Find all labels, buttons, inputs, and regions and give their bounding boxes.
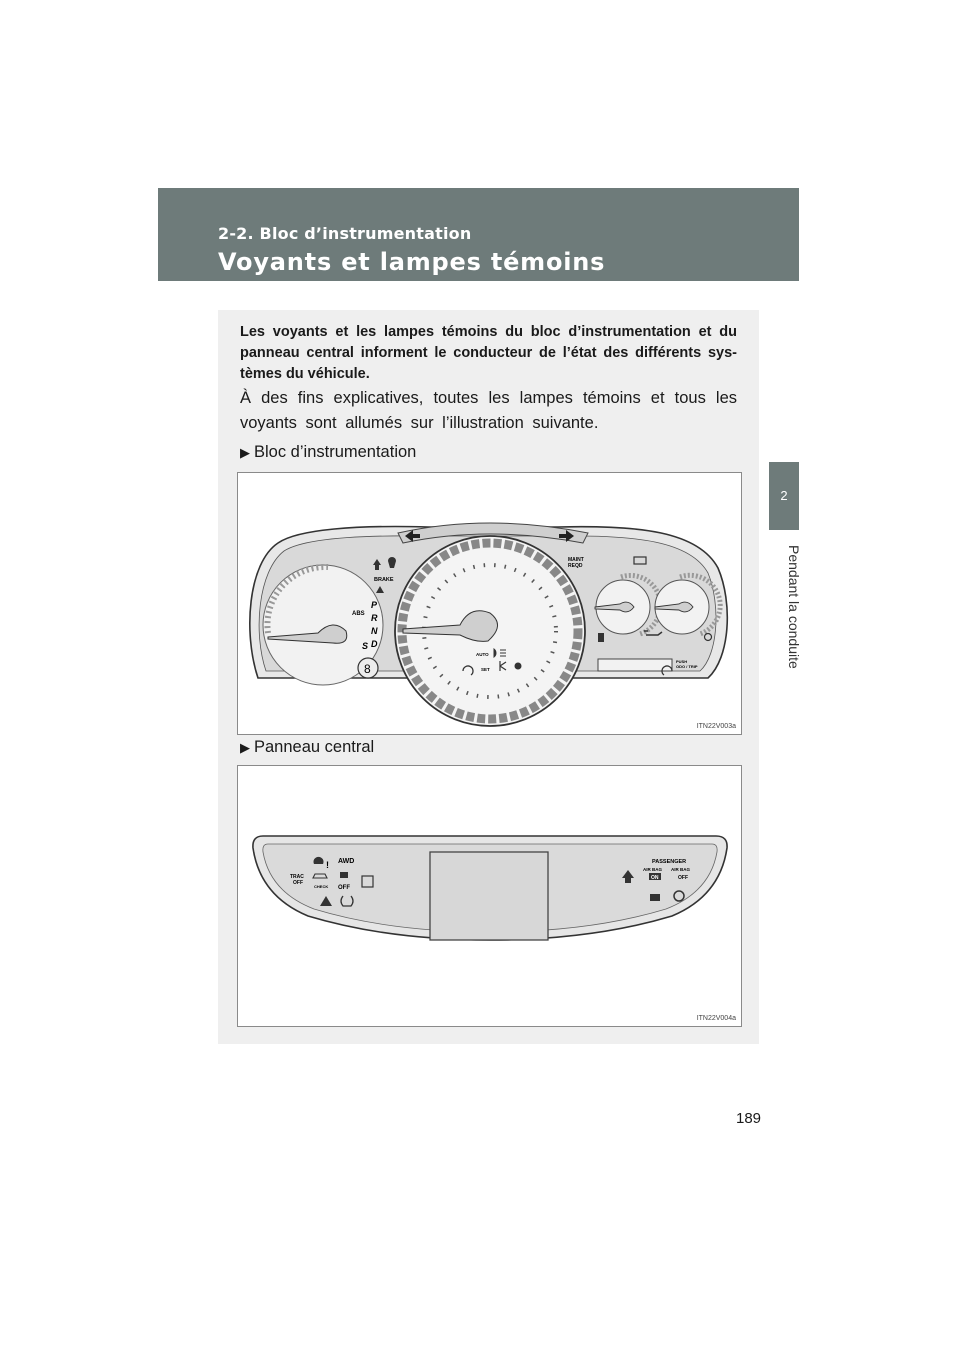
intro-paragraph: À des fins explicatives, toutes les lampes témoins et tous les voyants sont allumés sur l’illustration suivante. <box>240 389 737 432</box>
auto-indicator: AUTO <box>476 652 489 657</box>
cluster-figure <box>237 472 742 735</box>
cluster-image-code: ITN22V003a <box>696 723 736 730</box>
cruise-set-indicator: SET <box>481 667 490 672</box>
maint-reqd-line2: REQD <box>568 563 583 569</box>
triangle-bullet-icon: ▶ <box>240 740 250 755</box>
triangle-bullet-icon: ▶ <box>240 445 250 460</box>
page-number: 189 <box>736 1110 762 1127</box>
section-label: 2-2. Bloc d’instrumentation <box>218 224 472 243</box>
central-panel-illustration <box>238 766 741 1026</box>
cluster-illustration <box>238 473 741 734</box>
low-fuel-icon <box>598 633 604 642</box>
airbag-off-label: AIR BAG <box>671 867 690 872</box>
cluster-heading-text: Bloc d’instrumentation <box>254 443 417 461</box>
chapter-tab: 2 <box>769 462 799 530</box>
odometer-display <box>598 659 672 671</box>
gear-p: P <box>371 600 378 610</box>
master-exclamation-mark: ! <box>326 860 329 870</box>
airbag-on-label: AIR BAG <box>643 867 662 872</box>
intro-bold-paragraph: Les voyants et les lampes témoins du bloc d’instrumentation et du panneau central informent le conducteur de l’état des différents systèmes du véhicule. <box>240 324 737 382</box>
odo-trip-label: ODO / TRIP <box>676 664 698 669</box>
page-title: Voyants et lampes témoins <box>218 248 606 276</box>
awd-indicator: AWD <box>338 858 355 865</box>
trac-off-line1: TRAC <box>290 874 304 880</box>
airbag-off-state: OFF <box>678 875 688 881</box>
chapter-title: Pendant la conduite <box>786 545 802 669</box>
trac-off-line2: OFF <box>293 880 303 886</box>
cluster-heading <box>240 443 416 462</box>
vsc-icon <box>340 872 348 878</box>
passenger-label: PASSENGER <box>652 859 687 865</box>
airbag-on-state: ON <box>651 875 659 881</box>
vsc-off-indicator: OFF <box>338 885 350 891</box>
central-image-code: ITN22V004a <box>696 1015 736 1022</box>
shift-position-digit: 8 <box>364 662 371 676</box>
gear-n: N <box>371 626 378 636</box>
central-heading-text: Panneau central <box>254 738 375 756</box>
gear-s: S <box>362 641 369 651</box>
gear-r: R <box>371 613 378 623</box>
abs-indicator: ABS <box>352 611 365 617</box>
passenger-airbag-on-icon <box>650 894 660 901</box>
headlight-on-icon <box>515 663 522 670</box>
gear-d: D <box>371 639 378 649</box>
central-panel-figure <box>237 765 742 1027</box>
maint-reqd-line1: MAINT <box>568 557 584 563</box>
push-label: PUSH <box>676 659 688 664</box>
central-heading <box>240 738 374 757</box>
check-indicator: CHECK <box>314 884 329 889</box>
brake-indicator: BRAKE <box>374 577 394 583</box>
multi-display-screen <box>430 852 548 940</box>
